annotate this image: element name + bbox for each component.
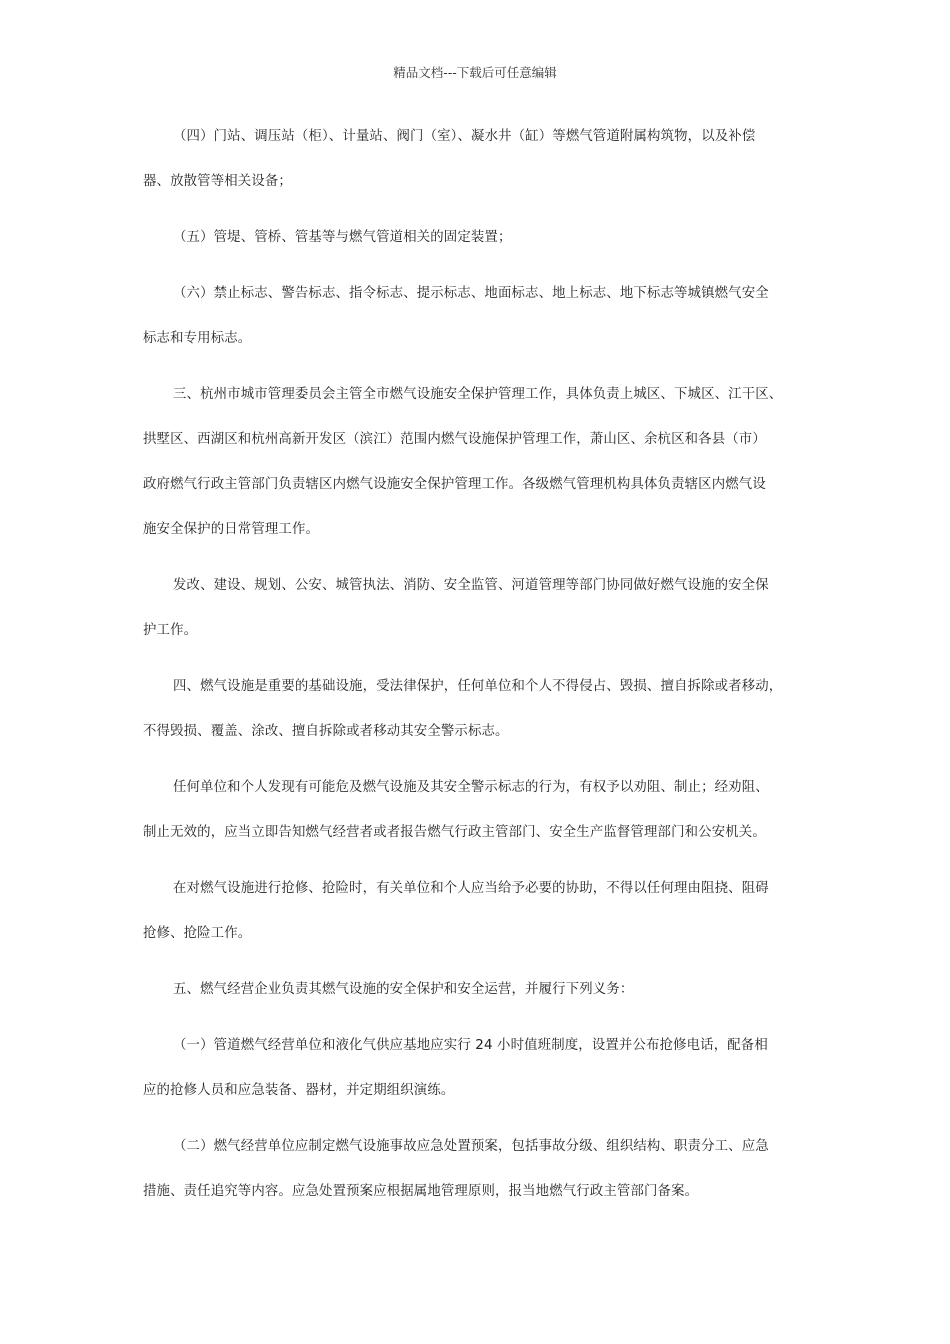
document-body <box>143 118 815 1229</box>
paragraph <box>143 1128 815 1218</box>
page-header: 精品文档---下载后可任意编辑 <box>393 65 557 80</box>
paragraph-line: 四、燃气设施是重要的基础设施，受法律保护，任何单位和个人不得侵占、毁损、擅自拆除或者移动， <box>173 679 783 694</box>
paragraph <box>143 118 815 208</box>
paragraph <box>143 1027 815 1117</box>
paragraph-line: （五）管堤、管桥、管基等与燃气管道相关的固定装置； <box>173 230 512 245</box>
paragraph-line: （四）门站、调压站（柜）、计量站、阀门（室）、凝水井（缸）等燃气管道附属构筑物，以及补偿 <box>173 129 756 144</box>
paragraph-line: （二）燃气经营单位应制定燃气设施事故应急处置预案，包括事故分级、组织结构、职责分工、应急 <box>173 1139 769 1154</box>
paragraph-line: 任何单位和个人发现有可能危及燃气设施及其安全警示标志的行为，有权予以劝阻、制止；经劝阻、 <box>173 780 769 795</box>
paragraph-line: 发改、建设、规划、公安、城管执法、消防、安全监管、河道管理等部门协同做好燃气设施的安全保 <box>173 578 769 593</box>
paragraph <box>143 870 815 960</box>
paragraph-line: 政府燃气行政主管部门负责辖区内燃气设施安全保护管理工作。各级燃气管理机构具体负责辖区内燃气设 <box>143 477 766 492</box>
paragraph-line: 标志和专用标志。 <box>143 331 252 346</box>
paragraph-line: 五、燃气经营企业负责其燃气设施的安全保护和安全运营，并履行下列义务： <box>173 982 634 997</box>
paragraph-line: 抢修、抢险工作。 <box>143 926 252 941</box>
paragraph-line: 三、杭州市城市管理委员会主管全市燃气设施安全保护管理工作，具体负责上城区、下城区、江干区、 <box>173 387 783 402</box>
paragraph-line: 制止无效的，应当立即告知燃气经营者或者报告燃气行政主管部门、安全生产监督管理部门和公安机关。 <box>143 825 766 840</box>
paragraph <box>143 376 815 556</box>
paragraph <box>143 971 815 1016</box>
paragraph <box>143 668 815 758</box>
paragraph-line: 在对燃气设施进行抢修、抢险时，有关单位和个人应当给予必要的协助，不得以任何理由阻挠、阻碍 <box>173 881 769 896</box>
paragraph-line: 施安全保护的日常管理工作。 <box>143 522 320 537</box>
paragraph-line: 不得毁损、覆盖、涂改、擅自拆除或者移动其安全警示标志。 <box>143 724 509 739</box>
paragraph-line: 应的抢修人员和应急装备、器材，并定期组织演练。 <box>143 1083 455 1098</box>
paragraph-line: （一）管道燃气经营单位和液化气供应基地应实行 24 小时值班制度，设置并公布抢修电话，配备相 <box>173 1038 768 1053</box>
paragraph-line: 器、放散管等相关设备； <box>143 174 292 189</box>
paragraph-line: 护工作。 <box>143 623 198 638</box>
paragraph <box>143 275 815 365</box>
paragraph-line: （六）禁止标志、警告标志、指令标志、提示标志、地面标志、地上标志、地下标志等城镇燃气安全 <box>173 286 769 301</box>
paragraph <box>143 219 815 264</box>
paragraph-line: 拱墅区、西湖区和杭州高新开发区（滨江）范围内燃气设施保护管理工作，萧山区、余杭区和各县（市） <box>143 432 766 447</box>
paragraph <box>143 769 815 859</box>
paragraph-line: 措施、责任追究等内容。应急处置预案应根据属地管理原则，报当地燃气行政主管部门备案。 <box>143 1184 699 1199</box>
paragraph <box>143 567 815 657</box>
